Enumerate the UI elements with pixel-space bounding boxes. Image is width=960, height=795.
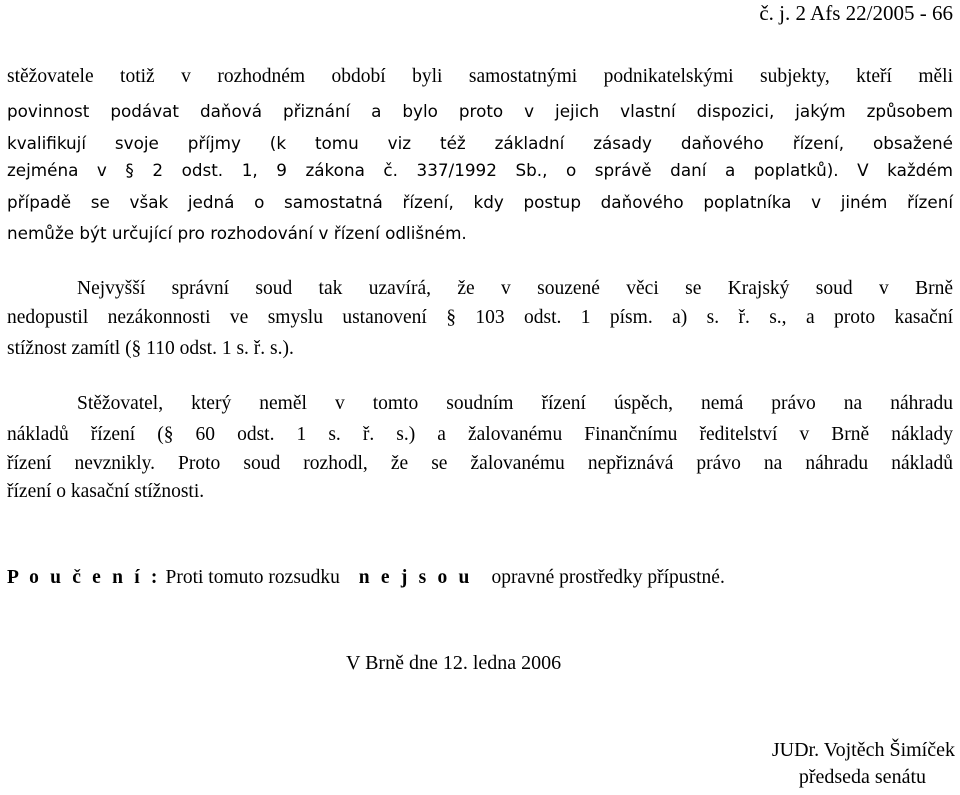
place-and-date: V Brně dne 12. ledna 2006 — [346, 652, 562, 674]
paragraph-1-line-2: povinnost podávat daňová přiznání a bylo proto v jejich vlastní dispozici, jakým způsobem — [7, 101, 953, 121]
paragraph-3-line-4: řízení o kasační stížnosti. — [7, 481, 205, 502]
signatory-name: JUDr. Vojtěch Šimíček — [771, 739, 955, 761]
paragraph-1-line-5: případě se však jedná o samostatná řízení, kdy postup daňového poplatníka v jiném řízení — [7, 192, 953, 212]
signatory-role: předseda senátu — [798, 766, 926, 788]
paragraph-1-line-3: kvalifikují svoje příjmy (k tomu viz též základní zásady daňového řízení, obsažené — [7, 133, 953, 153]
paragraph-2-line-2: nedopustil nezákonnosti ve smyslu ustanovení § 103 odst. 1 písm. a) s. ř. s., a proto kasační — [7, 307, 953, 328]
notice-emphasis: n e j s o u — [358, 567, 473, 588]
paragraph-1-line-1: stěžovatele totiž v rozhodném období byli samostatnými podnikatelskými subjekty, kteří měli — [7, 66, 953, 87]
paragraph-3-line-2: nákladů řízení (§ 60 odst. 1 s. ř. s.) a žalovanému Finančnímu ředitelství v Brně náklady — [7, 424, 953, 445]
paragraph-1-line-6: nemůže být určující pro rozhodování v řízení odlišném. — [7, 223, 467, 243]
legal-notice — [7, 566, 725, 590]
paragraph-1-line-4: zejména v § 2 odst. 1, 9 zákona č. 337/1992 Sb., o správě daní a poplatků). V každém — [7, 160, 953, 180]
notice-text-after: opravné prostředky přípustné. — [491, 567, 725, 588]
paragraph-2-line-3: stížnost zamítl (§ 110 odst. 1 s. ř. s.). — [7, 338, 294, 359]
paragraph-2-line-1: Nejvyšší správní soud tak uzavírá, že v souzené věci se Krajský soud v Brně — [77, 278, 953, 299]
paragraph-3-line-3: řízení nevznikly. Proto soud rozhodl, že se žalovanému nepřiznává právo na náhradu nákladů — [7, 453, 953, 474]
notice-text-before: Proti tomuto rozsudku — [165, 567, 340, 588]
case-number: č. j. 2 Afs 22/2005 - 66 — [759, 1, 953, 25]
paragraph-3-line-1: Stěžovatel, který neměl v tomto soudním řízení úspěch, nemá právo na náhradu — [77, 393, 953, 414]
notice-label: P o u č e n í : — [7, 567, 161, 588]
